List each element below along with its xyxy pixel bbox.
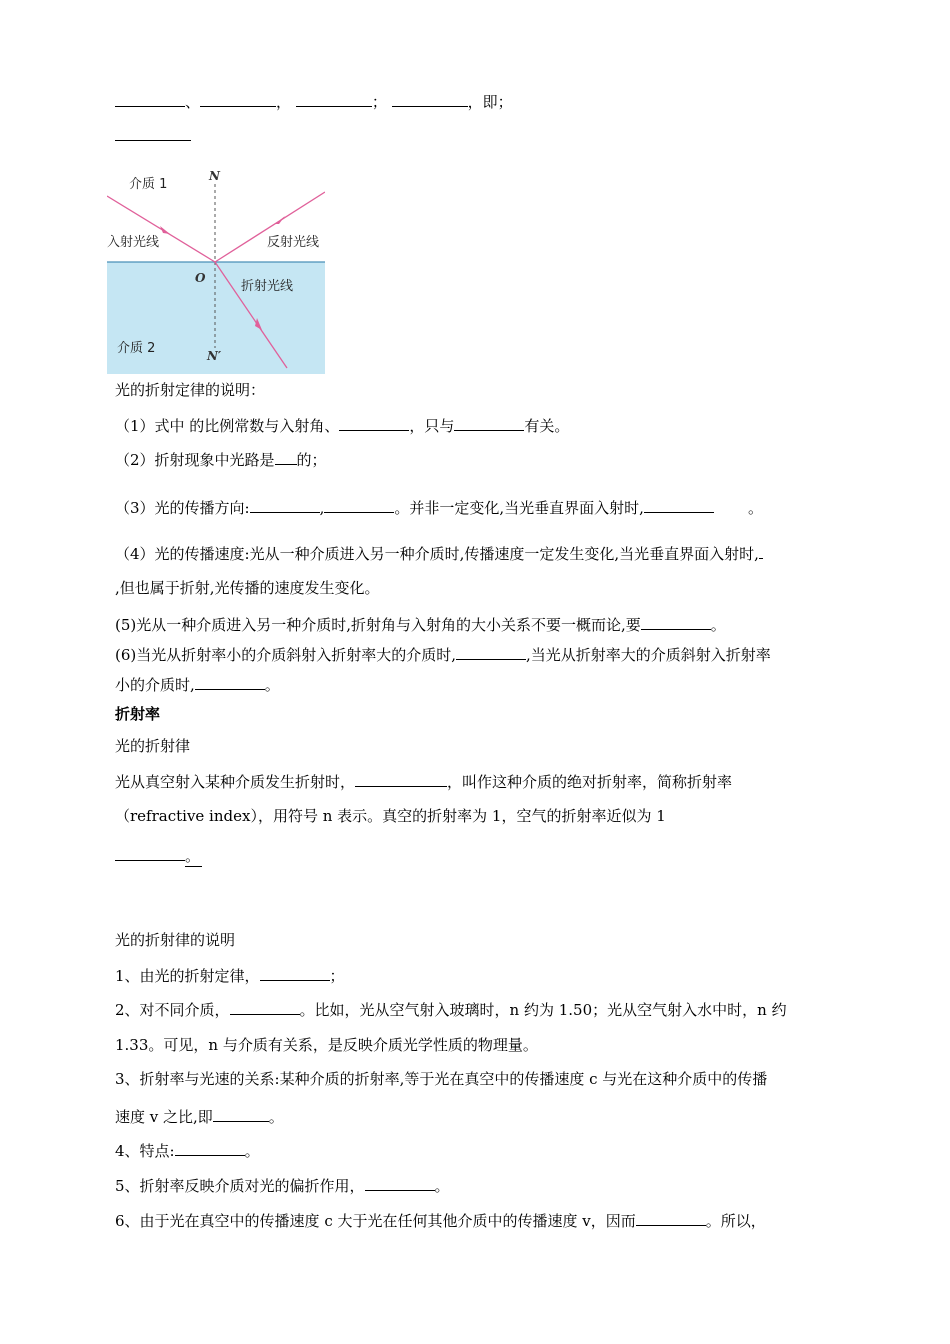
index-subheading: 光的折射律 [115, 737, 191, 755]
blank[interactable] [250, 496, 320, 513]
label-medium-2: 介质 2 [117, 341, 156, 356]
reflected-ray [215, 192, 325, 262]
law-item-3: （3）光的传播方向: , 。并非一定变化,当光垂直界面入射时, 。 [115, 496, 763, 518]
blank[interactable] [200, 90, 276, 107]
note-3: 3、折射率与光速的关系:某种介质的折射率,等于光在真空中的传播速度 c 与光在这种介质中的传播 [115, 1070, 768, 1088]
note-6: 6、由于光在真空中的传播速度 c 大于光在任何其他介质中的传播速度 v，因而 。所以， [115, 1209, 766, 1231]
label-reflected: 反射光线 [267, 235, 320, 250]
blank[interactable] [260, 964, 330, 981]
blank[interactable] [456, 643, 526, 660]
law-item-6: (6)当光从折射率小的介质斜射入折射率大的介质时, ,当光从折射率大的介质斜射入折射率 [115, 643, 771, 665]
blank[interactable] [636, 1209, 706, 1226]
note-4: 4、特点: 。 [115, 1139, 260, 1161]
blank[interactable] [213, 1105, 269, 1122]
law-item-2: （2）折射现象中光路是 的； [115, 448, 327, 470]
separator: ； [371, 93, 387, 111]
law-item-1: （1）式中 的比例常数与入射角、 ，只与 有关。 [115, 414, 569, 436]
note-2-cont: 1.33。可见，n 与介质有关系，是反映介质光学性质的物理量。 [115, 1036, 538, 1054]
blank[interactable] [195, 673, 265, 690]
law-item-4-cont: ,但也属于折射,光传播的速度发生变化。 [115, 579, 380, 597]
refraction-diagram [107, 162, 325, 374]
separator: ， [276, 93, 292, 111]
label-origin: O [195, 271, 206, 285]
note-3-cont: 速度 v 之比,即 。 [115, 1105, 284, 1127]
blank[interactable] [324, 496, 394, 513]
label-normal-bottom: N′ [207, 349, 222, 363]
index-paragraph-3: 。 [115, 844, 202, 867]
blank[interactable] [230, 998, 300, 1015]
blank[interactable] [355, 770, 447, 787]
blank[interactable] [275, 448, 297, 465]
blank[interactable] [644, 496, 714, 513]
index-paragraph-1: 光从真空射入某种介质发生折射时， ，叫作这种介质的绝对折射率，简称折射率 [115, 770, 732, 792]
separator: ，即； [467, 93, 513, 111]
label-medium-1: 介质 1 [129, 177, 168, 192]
label-normal-top: N [209, 169, 220, 183]
incident-ray [107, 196, 215, 262]
blank[interactable] [115, 844, 185, 861]
reflected-arrow-icon [275, 216, 285, 224]
separator: 、 [185, 93, 201, 111]
blank[interactable] [296, 90, 372, 107]
index-paragraph-2: （refractive index），用符号 n 表示。真空的折射率为 1，空气的折射率近似为 1 [115, 807, 666, 825]
law-item-5: (5)光从一种介质进入另一种介质时,折射角与入射角的大小关系不要一概而论,要 。 [115, 613, 726, 635]
top-blank-line-2 [115, 124, 191, 146]
blank[interactable] [392, 90, 468, 107]
blank[interactable] [641, 613, 711, 630]
blank[interactable] [454, 414, 524, 431]
notes-heading: 光的折射律的说明 [115, 931, 236, 949]
note-2: 2、对不同介质， 。比如，光从空气射入玻璃时，n 约为 1.50；光从空气射入水中时，n 约 [115, 998, 787, 1020]
top-blanks-line [115, 90, 513, 112]
note-5: 5、折射率反映介质对光的偏折作用， 。 [115, 1174, 450, 1196]
blank[interactable] [115, 124, 191, 141]
law-item-6-cont: 小的介质时, 。 [115, 673, 280, 695]
note-1: 1、由光的折射定律， ； [115, 964, 345, 986]
label-refracted: 折射光线 [241, 279, 294, 294]
law-item-4: （4）光的传播速度:光从一种介质进入另一种介质时,传播速度一定发生变化,当光垂直界面入射时, [115, 542, 763, 564]
index-heading: 折射率 [115, 705, 161, 723]
blank[interactable] [759, 542, 763, 559]
blank[interactable] [339, 414, 409, 431]
law-heading: 光的折射定律的说明： [115, 381, 266, 399]
label-incident: 入射光线 [107, 235, 160, 250]
blank[interactable] [115, 90, 185, 107]
blank[interactable] [365, 1174, 435, 1191]
blank[interactable] [175, 1139, 245, 1156]
